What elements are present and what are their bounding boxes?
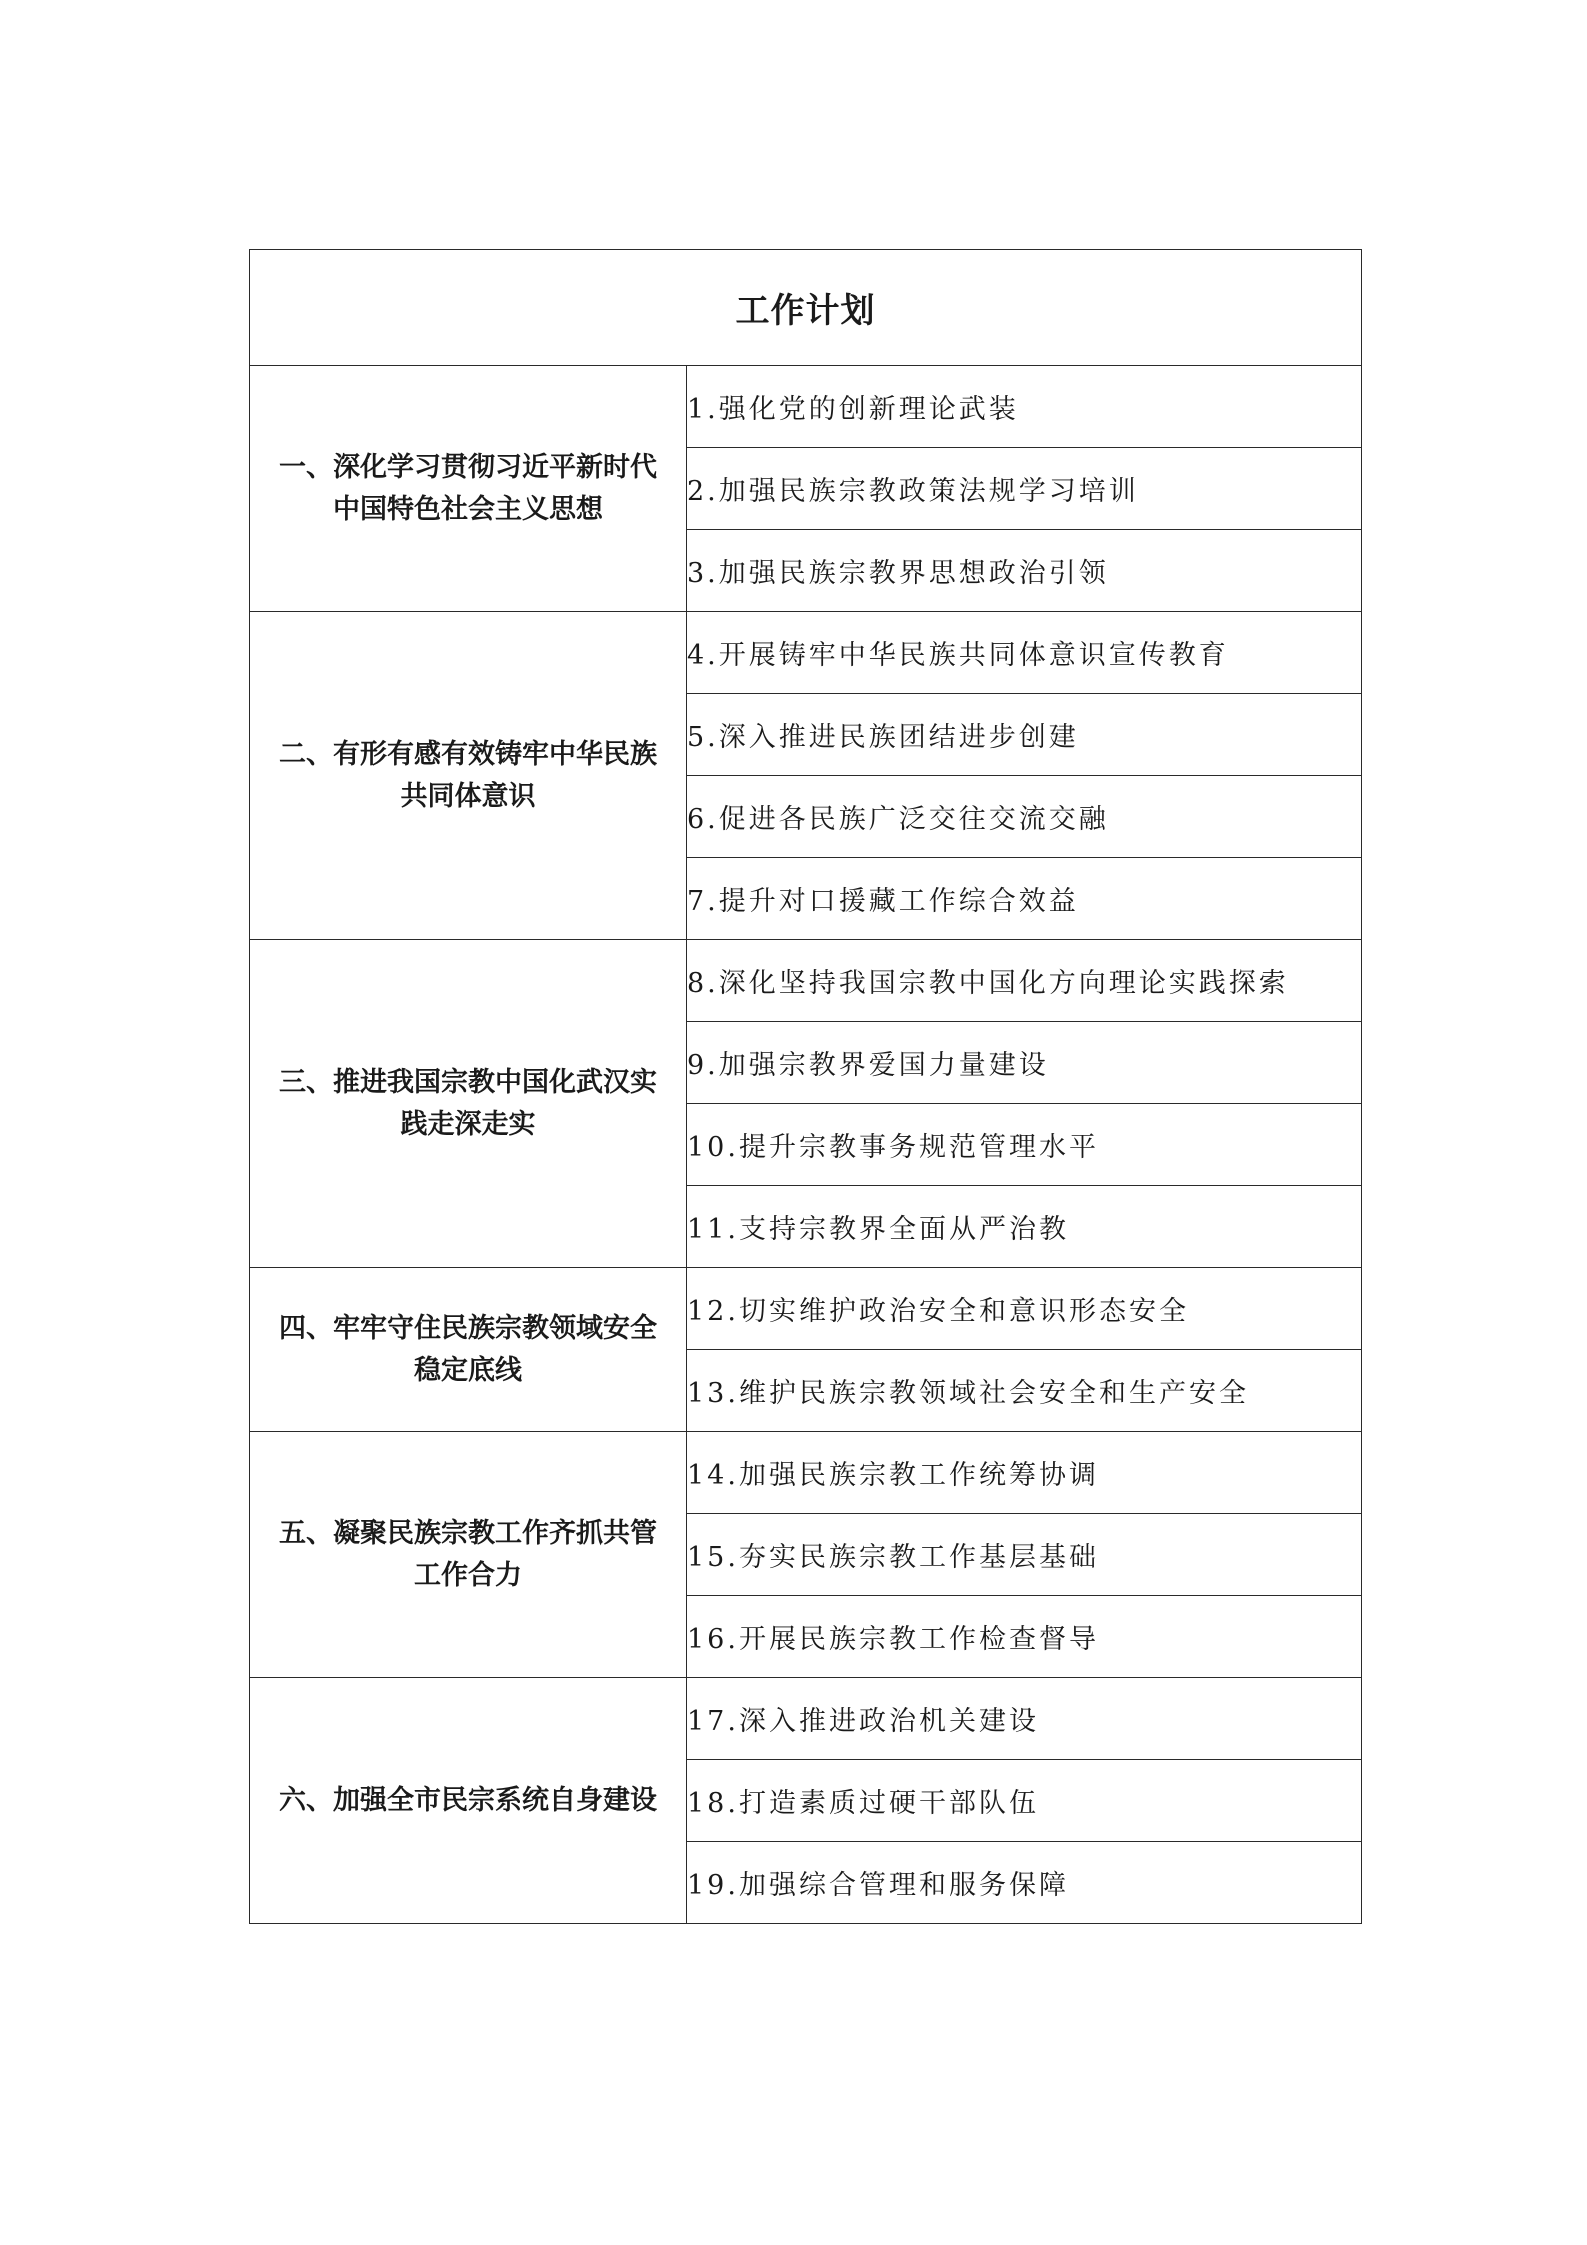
section-heading-2 — [250, 612, 687, 940]
section-heading-line: 五、凝聚民族宗教工作齐抓共管 — [279, 1517, 657, 1549]
plan-item-3-3: 10.提升宗教事务规范管理水平 — [687, 1104, 1362, 1186]
section-heading-line: 践走深走实 — [400, 1108, 536, 1140]
work-plan-body — [250, 250, 1362, 1924]
plan-item-2-3: 6.促进各民族广泛交往交流交融 — [687, 776, 1362, 858]
title-row — [250, 250, 1362, 366]
work-plan-table — [249, 249, 1362, 1924]
plan-item-3-2: 9.加强宗教界爱国力量建设 — [687, 1022, 1362, 1104]
plan-item-5-1: 14.加强民族宗教工作统筹协调 — [687, 1432, 1362, 1514]
table-row — [250, 1678, 1362, 1760]
plan-item-2-1: 4.开展铸牢中华民族共同体意识宣传教育 — [687, 612, 1362, 694]
plan-item-4-1: 12.切实维护政治安全和意识形态安全 — [687, 1268, 1362, 1350]
plan-item-5-3: 16.开展民族宗教工作检查督导 — [687, 1596, 1362, 1678]
plan-item-2-2: 5.深入推进民族团结进步创建 — [687, 694, 1362, 776]
section-heading-line: 二、有形有感有效铸牢中华民族 — [279, 738, 657, 770]
section-heading-3 — [250, 940, 687, 1268]
section-heading-line: 三、推进我国宗教中国化武汉实 — [279, 1066, 657, 1098]
plan-item-6-2: 18.打造素质过硬干部队伍 — [687, 1760, 1362, 1842]
section-heading-1 — [250, 366, 687, 612]
plan-item-5-2: 15.夯实民族宗教工作基层基础 — [687, 1514, 1362, 1596]
plan-item-1-2: 2.加强民族宗教政策法规学习培训 — [687, 448, 1362, 530]
section-heading-4 — [250, 1268, 687, 1432]
table-row — [250, 612, 1362, 694]
plan-item-6-3: 19.加强综合管理和服务保障 — [687, 1842, 1362, 1924]
section-heading-line: 四、牢牢守住民族宗教领域安全 — [279, 1312, 657, 1344]
section-heading-line: 共同体意识 — [400, 780, 536, 812]
table-row — [250, 366, 1362, 448]
section-heading-line: 稳定底线 — [414, 1354, 522, 1386]
plan-item-3-4: 11.支持宗教界全面从严治教 — [687, 1186, 1362, 1268]
plan-item-1-3: 3.加强民族宗教界思想政治引领 — [687, 530, 1362, 612]
section-heading-5 — [250, 1432, 687, 1678]
table-row — [250, 1268, 1362, 1350]
table-title: 工作计划 — [250, 250, 1362, 366]
section-heading-line: 一、深化学习贯彻习近平新时代 — [279, 451, 657, 483]
section-heading-6: 六、加强全市民宗系统自身建设 — [250, 1678, 687, 1924]
plan-item-2-4: 7.提升对口援藏工作综合效益 — [687, 858, 1362, 940]
section-heading-line: 工作合力 — [414, 1559, 522, 1591]
section-heading-line: 中国特色社会主义思想 — [333, 493, 603, 525]
table-row — [250, 940, 1362, 1022]
table-row — [250, 1432, 1362, 1514]
plan-item-3-1: 8.深化坚持我国宗教中国化方向理论实践探索 — [687, 940, 1362, 1022]
plan-item-4-2: 13.维护民族宗教领域社会安全和生产安全 — [687, 1350, 1362, 1432]
plan-item-1-1: 1.强化党的创新理论武装 — [687, 366, 1362, 448]
plan-item-6-1: 17.深入推进政治机关建设 — [687, 1678, 1362, 1760]
